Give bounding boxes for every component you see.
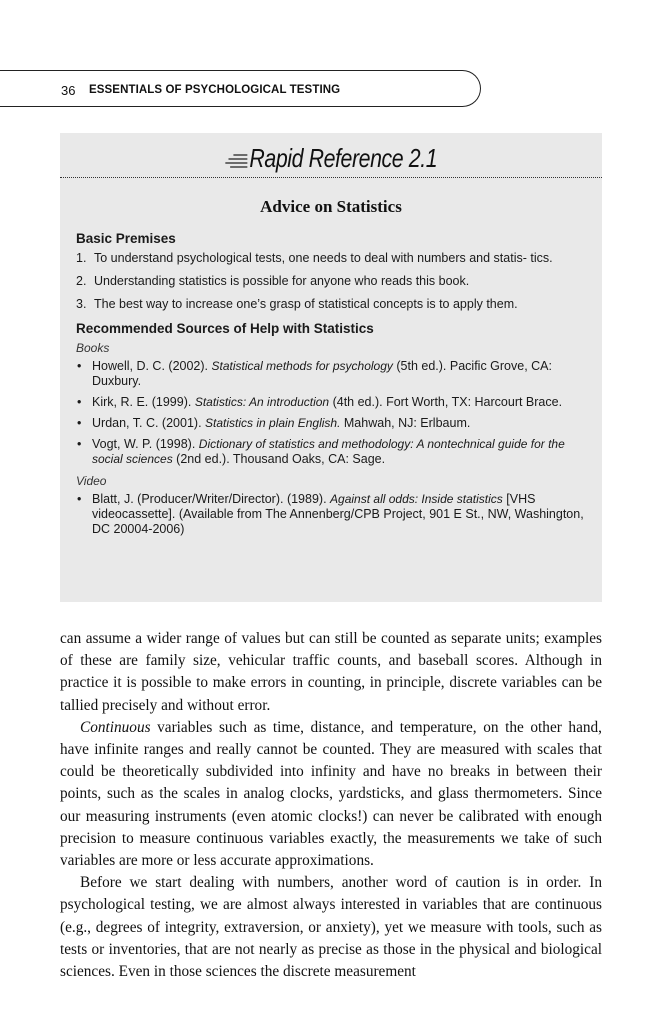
premise-item: 2. Understanding statistics is possible for anyone who reads this book.	[76, 274, 470, 288]
book-reference: • Kirk, R. E. (1999). Statistics: An introduction (4th ed.). Fort Worth, TX: Harcourt Brace.	[77, 395, 563, 409]
video-reference: • Blatt, J. (Producer/Writer/Director). (1989). Against all odds: Inside statistics [VHS videocassette]. (Available from The Annenberg/CPB Project, 901 E St., NW, Washington, DC 20004-2006)	[77, 492, 584, 536]
running-head-title: ESSENTIALS OF PSYCHOLOGICAL TESTING	[89, 84, 341, 96]
video-label: Video	[76, 474, 107, 488]
premise-item: 3. The best way to increase one’s grasp of statistical concepts is to apply them.	[76, 297, 518, 311]
paragraph: can assume a wider range of values but can still be counted as separate units; examples of these are family size, vehicular traffic counts, and baseball scores. Although in practice it is possible to make errors in counting, in principle, discrete variables can be tallied precisely and without error.	[60, 630, 602, 714]
books-list	[76, 359, 586, 467]
body-text	[60, 628, 602, 983]
books-label: Books	[76, 341, 110, 355]
box-content	[76, 230, 586, 543]
speed-lines-icon	[225, 151, 248, 169]
rapid-reference-box	[60, 133, 602, 602]
page-number: 36	[61, 83, 76, 98]
dotted-divider	[60, 177, 602, 178]
basic-premises-heading: Basic Premises	[76, 231, 176, 246]
paragraph: Continuous variables such as time, distance, and temperature, on the other hand, have infinite ranges and really cannot be counted. They are measured with scales that could be theoretically subdivided into infinity and have no breaks in between their points, such as the scales in analog clocks, yardsticks, and glass thermometers. Since our measuring instruments (even atomic clocks!) can never be calibrated with enough precision to measure continuous variables exactly, the measurements we take of such variables are more or less accurate approximations.	[60, 718, 602, 870]
premises-list	[76, 251, 586, 312]
running-header	[0, 70, 481, 107]
book-reference: • Urdan, T. C. (2001). Statistics in plain English. Mahwah, NJ: Erlbaum.	[77, 416, 471, 430]
rapid-reference-title	[109, 143, 553, 174]
book-reference: • Vogt, W. P. (1998). Dictionary of statistics and methodology: A nontechnical guide for the social sciences (2nd ed.). Thousand Oaks, CA: Sage.	[77, 437, 565, 466]
rapid-reference-title-text: Rapid Reference 2.1	[249, 143, 438, 173]
paragraph: Before we start dealing with numbers, another word of caution is in order. In psychological testing, we are almost always interested in variables that are continuous (e.g., degrees of integrity, extraversion, or anxiety), yet we measure with tools, such as tests or inventories, that are not nearly as precise as those in the physical and biological sciences. Even in those sciences the discrete measurement	[60, 874, 602, 981]
emphasis: Continuous	[80, 718, 151, 736]
book-reference: • Howell, D. C. (2002). Statistical methods for psychology (5th ed.). Pacific Grove, CA: Duxbury.	[77, 359, 552, 388]
premise-item: 1. To understand psychological tests, one needs to deal with numbers and statis- tics.	[76, 251, 553, 265]
box-subtitle: Advice on Statistics	[260, 197, 402, 216]
video-list	[76, 492, 586, 537]
sources-heading: Recommended Sources of Help with Statistics	[76, 321, 374, 336]
